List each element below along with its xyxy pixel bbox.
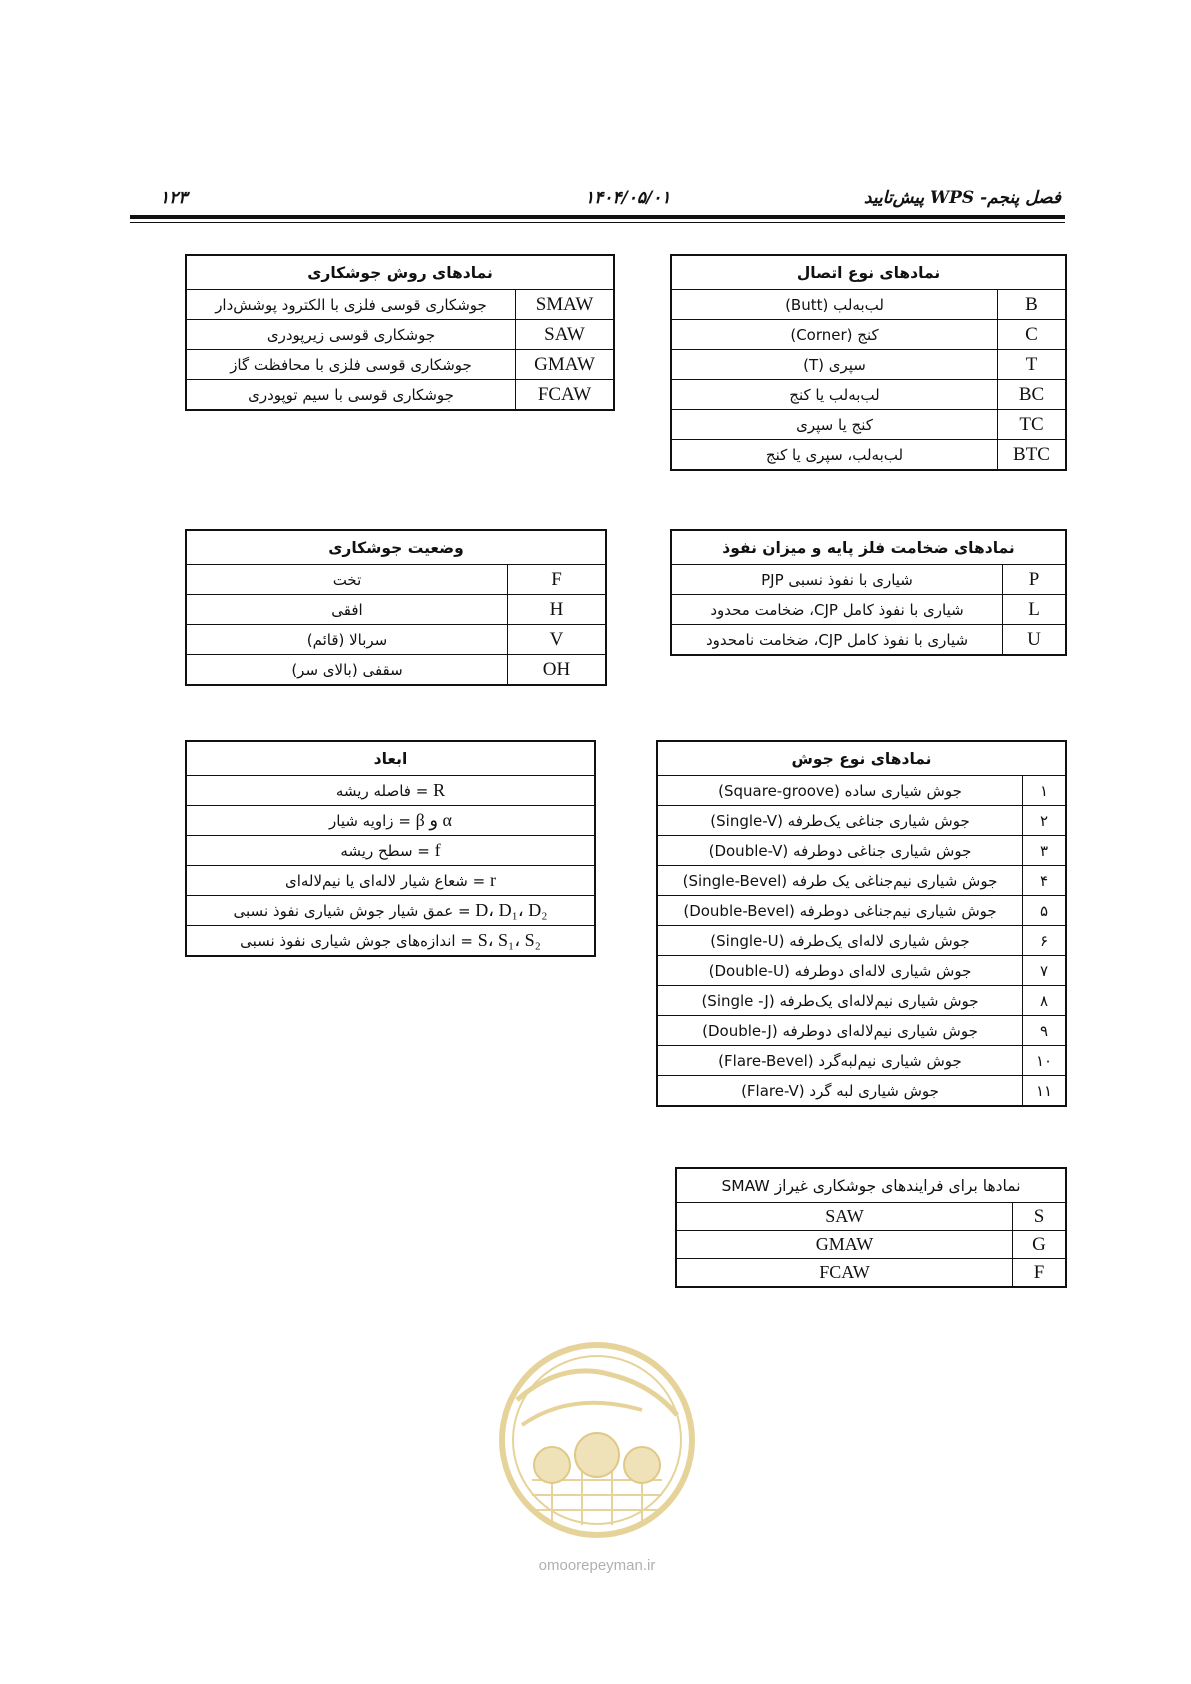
table-row: ۴ جوش شیاری نیم‌جناغی یک طرفه (Single-Bevel) [657, 866, 1066, 896]
table-row: ۸ جوش شیاری نیم‌لاله‌ای یک‌طرفه (Single -J) [657, 986, 1066, 1016]
table-row: ۶ جوش شیاری لاله‌ای یک‌طرفه (Single-U) [657, 926, 1066, 956]
table-row: S، S₁، S₂ = اندازه‌های جوش شیاری نفوذ نسبی [186, 926, 595, 957]
joint-types-title: نمادهای نوع اتصال [671, 255, 1066, 290]
watermark-logo [492, 1330, 702, 1580]
table-row: G GMAW [676, 1231, 1066, 1259]
table-row: BTC لب‌به‌لب، سپری یا کنج [671, 440, 1066, 471]
table-row: α و β = زاویه شیار [186, 806, 595, 836]
chapter-title: فصل پنجم- WPS پیش‌تایید [863, 188, 1061, 208]
table-row: R = فاصله ریشه [186, 776, 595, 806]
table-row: BC لب‌به‌لب یا کنج [671, 380, 1066, 410]
table-row: ۲ جوش شیاری جناغی یک‌طرفه (Single-V) [657, 806, 1066, 836]
thickness-penetration-table [670, 529, 1067, 656]
table-row: P شیاری با نفوذ نسبی PJP [671, 565, 1066, 595]
table-row: T سپری (T) [671, 350, 1066, 380]
welding-processes-title: نمادهای روش جوشکاری [186, 255, 614, 290]
dimensions-title: ابعاد [186, 741, 595, 776]
table-row: r = شعاع شیار لاله‌ای یا نیم‌لاله‌ای [186, 866, 595, 896]
non-smaw-processes-title: نمادها برای فرایندهای جوشکاری غیراز SMAW [676, 1168, 1066, 1203]
table-row: TC کنج یا سپری [671, 410, 1066, 440]
header-rule-thin [130, 222, 1065, 223]
table-row: ۱۱ جوش شیاری لبه گرد (Flare-V) [657, 1076, 1066, 1107]
table-row: ۳ جوش شیاری جناغی دوطرفه (Double-V) [657, 836, 1066, 866]
header-date: ۱۴۰۴/۰۵/۰۱ [585, 188, 671, 208]
header-rule-thick [130, 215, 1065, 219]
table-row: H افقی [186, 595, 606, 625]
page-number: ۱۲۳ [160, 188, 188, 208]
table-row: f = سطح ریشه [186, 836, 595, 866]
joint-types-table [670, 254, 1067, 471]
watermark-url: omoorepeyman.ir [538, 1557, 656, 1574]
table-row: FCAW جوشکاری قوسی با سیم توپودری [186, 380, 614, 411]
table-row: C کنج (Corner) [671, 320, 1066, 350]
table-row: V سربالا (قائم) [186, 625, 606, 655]
weld-types-title: نمادهای نوع جوش [657, 741, 1066, 776]
table-row: OH سقفی (بالای سر) [186, 655, 606, 686]
welding-processes-table [185, 254, 615, 411]
table-row: S SAW [676, 1203, 1066, 1231]
table-row: SMAW جوشکاری قوسی فلزی با الکترود پوشش‌دار [186, 290, 614, 320]
table-row: ۹ جوش شیاری نیم‌لاله‌ای دوطرفه (Double-J) [657, 1016, 1066, 1046]
table-row: SAW جوشکاری قوسی زیرپودری [186, 320, 614, 350]
non-smaw-processes-table [675, 1167, 1067, 1288]
welding-positions-title: وضعیت جوشکاری [186, 530, 606, 565]
welding-positions-table [185, 529, 607, 686]
table-row: ۵ جوش شیاری نیم‌جناغی دوطرفه (Double-Bevel) [657, 896, 1066, 926]
dimensions-table [185, 740, 596, 957]
table-row: GMAW جوشکاری قوسی فلزی با محافظت گاز [186, 350, 614, 380]
table-row: L شیاری با نفوذ کامل CJP، ضخامت محدود [671, 595, 1066, 625]
weld-types-table [656, 740, 1067, 1107]
table-row: ۱ جوش شیاری ساده (Square-groove) [657, 776, 1066, 806]
table-row: F تخت [186, 565, 606, 595]
table-row: U شیاری با نفوذ کامل CJP، ضخامت نامحدود [671, 625, 1066, 656]
thickness-penetration-title: نمادهای ضخامت فلز پایه و میزان نفوذ [671, 530, 1066, 565]
table-row: ۱۰ جوش شیاری نیم‌لبه‌گرد (Flare-Bevel) [657, 1046, 1066, 1076]
table-row: F FCAW [676, 1259, 1066, 1288]
table-row: D، D₁، D₂ = عمق شیار جوش شیاری نفوذ نسبی [186, 896, 595, 926]
table-row: ۷ جوش شیاری لاله‌ای دوطرفه (Double-U) [657, 956, 1066, 986]
table-row: B لب‌به‌لب (Butt) [671, 290, 1066, 320]
